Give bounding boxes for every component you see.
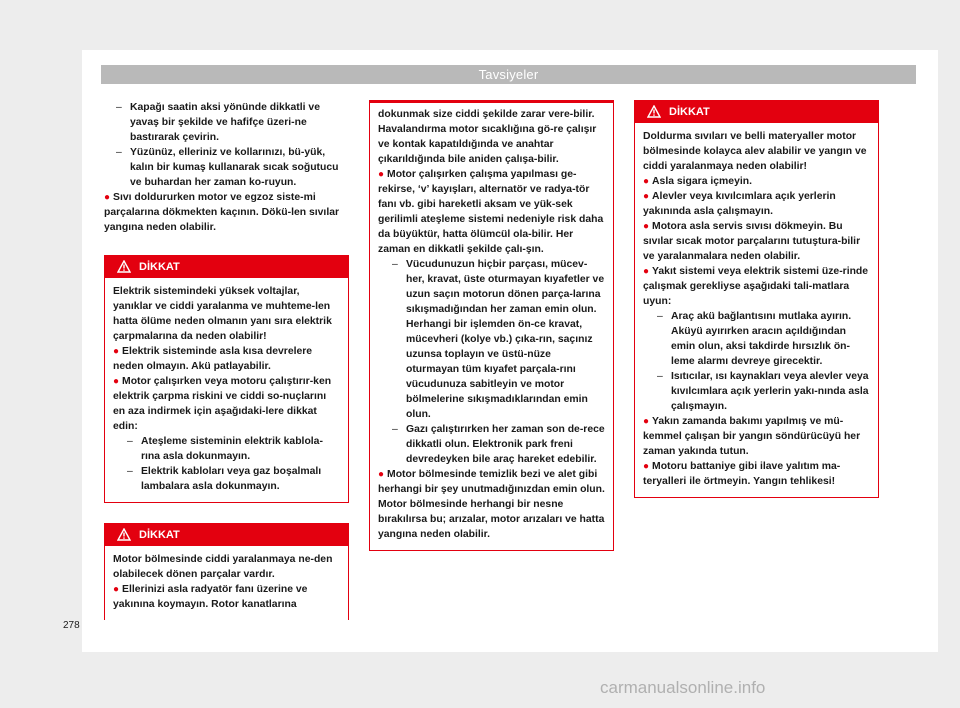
bullet-item bbox=[113, 582, 340, 612]
bullet-item bbox=[643, 264, 870, 309]
warning-text: Doldurma sıvıları ve belli materyaller motor bölmesinde kolayca alev alabilir ve yangın ve ciddi yaralanmaya neden olabilir! bbox=[643, 131, 867, 172]
bullet-icon: ● bbox=[113, 584, 120, 595]
dash-item: – Isıtıcılar, ısı kaynakları veya alevler veya kıvılcımlara açık yerlerin yakı-nında asla çalışmayın. bbox=[643, 369, 870, 414]
bullet-text: Yakıt sistemi veya elektrik sistemi üze-rinde çalışmak gerekliyse aşağıdaki tali-matlara uyun: bbox=[643, 266, 869, 307]
warning-box-continued bbox=[369, 100, 614, 551]
column-3 bbox=[634, 100, 879, 498]
bullet-text: Elektrik sisteminde asla kısa devrelere neden olmayın. Akü patlayabilir. bbox=[113, 346, 313, 372]
bullet-text: Motora asla servis sıvısı dökmeyin. Bu sıvılar sıcak motor parçalarını tutuştura-bilir ve yaralanmalara neden olabilir. bbox=[643, 221, 861, 262]
warning-triangle-icon bbox=[117, 260, 131, 273]
warning-header bbox=[635, 101, 878, 123]
bullet-icon: ● bbox=[643, 176, 650, 187]
bullet-icon: ● bbox=[113, 346, 120, 357]
bullet-item bbox=[378, 467, 605, 542]
bullet-text: Motor çalışırken çalışma yapılması ge-rekirse, ‘v’ kayışları, alternatör ve radya-tör fanı vb. gibi hareketli aksam ve yük-sek gerilimli ateşleme sistemi nedeniyle risk daha da büyüktür, hatta ölümcül ola-bilir. Her zaman en dikkatli şekilde çalı-şın. bbox=[378, 169, 604, 255]
warning-header bbox=[105, 524, 348, 546]
warning-triangle-icon bbox=[647, 105, 661, 118]
bullet-item bbox=[378, 167, 605, 257]
warning-body bbox=[105, 278, 348, 502]
bullet-item bbox=[643, 459, 870, 489]
warning-text: Elektrik sistemindeki yüksek voltajlar, yanıklar ve ciddi yaralanma ve muhteme-len hatta ölüme neden olmanın yanı sıra elektrik çarpmalarına da neden olabilir! bbox=[113, 286, 332, 342]
dash-item: – Vücudunuzun hiçbir parçası, mücev-her, kravat, üste oturmayan kıyafetler ve uzun saçın motorun dönen parça-larına sıkışmadığından her zaman emin olun. Herhangi bir işlemden ön-ce kravat, mücevheri (kolye vb.) çıka-rın, saçınız uzunsa toplayın ve üstü-nüze oturmayan tüm kıyafet parçala-rını vücudunuza sabitleyin ve motor bölmelerine sıkışmadıklarından emin olun. bbox=[378, 257, 605, 422]
bullet-item bbox=[643, 219, 870, 264]
bullet-text: Motor çalışırken veya motoru çalıştırır-ken elektrik çarpma riskini ve ciddi so-nuçlarını en aza indirmek için aşağıdaki-lere dikkat edin: bbox=[113, 376, 332, 432]
bullet-text: Ellerinizi asla radyatör fanı üzerine ve yakınına koymayın. Rotor kanatlarına bbox=[113, 584, 308, 610]
warning-title: DİKKAT bbox=[139, 261, 180, 273]
warning-header bbox=[105, 256, 348, 278]
bullet-icon: ● bbox=[643, 191, 650, 202]
manual-page bbox=[82, 50, 938, 652]
bullet-text: Motoru battaniye gibi ilave yalıtım ma-teryalleri ile örtmeyin. Yangın tehlikesi! bbox=[643, 461, 841, 487]
warning-box-electrical bbox=[104, 255, 349, 503]
warning-body bbox=[105, 546, 348, 620]
bullet-icon: ● bbox=[378, 169, 385, 180]
bullet-item bbox=[104, 190, 349, 235]
warning-box-fire bbox=[634, 100, 879, 498]
bullet-item bbox=[113, 344, 340, 374]
column-1 bbox=[104, 100, 349, 620]
bullet-item bbox=[643, 189, 870, 219]
bullet-text: Sıvı doldururken motor ve egzoz siste-mi parçalarına dökmekten kaçının. Dökü-len sıvılar yangına neden olabilir. bbox=[104, 192, 340, 233]
bullet-text: Alevler veya kıvılcımlara açık yerlerin yakınında asla çalışmayın. bbox=[643, 191, 836, 217]
continued-text: dokunmak size ciddi şekilde zarar vere-bilir. Havalandırma motor sıcaklığına gö-re çalışır ve kontak kapatıldığında ve anahtar çıkarıldığında bile aniden çalışa-bilir. bbox=[378, 109, 597, 165]
dash-item: – Elektrik kabloları veya gaz boşalmalı lambalara asla dokunmayın. bbox=[113, 464, 340, 494]
warning-box-rotating-parts bbox=[104, 523, 349, 620]
bullet-text: Motor bölmesinde temizlik bezi ve alet gibi herhangi bir şey unutmadığınızdan emin olun. Motor bölmesinde herhangi bir nesne bırakılırsa bu; arızalar, motor arızaları ve hatta yangına neden olabilir. bbox=[378, 469, 605, 540]
warning-body bbox=[635, 123, 878, 497]
bullet-icon: ● bbox=[643, 266, 650, 277]
bullet-icon: ● bbox=[643, 221, 650, 232]
bullet-item bbox=[643, 414, 870, 459]
column-2 bbox=[369, 100, 614, 551]
dash-item: – Ateşleme sisteminin elektrik kablola-rına asla dokunmayın. bbox=[113, 434, 340, 464]
dash-item: – Yüzünüz, elleriniz ve kollarınızı, bü-yük, kalın bir kumaş kullanarak sıcak soğutucu ve buhardan her zaman ko-ruyun. bbox=[104, 145, 349, 190]
bullet-icon: ● bbox=[113, 376, 120, 387]
bullet-text: Asla sigara içmeyin. bbox=[652, 176, 752, 187]
warning-title: DİKKAT bbox=[139, 529, 180, 541]
warning-triangle-icon bbox=[117, 528, 131, 541]
bullet-icon: ● bbox=[378, 469, 385, 480]
dash-item: – Kapağı saatin aksi yönünde dikkatli ve yavaş bir şekilde ve hafifçe üzeri-ne bastırarak çevirin. bbox=[104, 100, 349, 145]
watermark: carmanualsonline.info bbox=[600, 678, 766, 697]
dash-item: – Araç akü bağlantısını mutlaka ayırın. Aküyü ayırırken aracın açıldığından emin olun, aksi takdirde hırsızlık ön-leme alarmı devreye girecektir. bbox=[643, 309, 870, 369]
bullet-item bbox=[643, 174, 870, 189]
bullet-icon: ● bbox=[643, 416, 650, 427]
bullet-text: Yakın zamanda bakımı yapılmış ve mü-kemmel çalışan bir yangın söndürücüyü her zaman yakında tutun. bbox=[643, 416, 861, 457]
warning-text: Motor bölmesinde ciddi yaralanmaya ne-den olabilecek dönen parçalar vardır. bbox=[113, 554, 333, 580]
section-header: Tavsiyeler bbox=[101, 65, 916, 84]
page-number: 278 bbox=[63, 620, 80, 631]
warning-title: DİKKAT bbox=[669, 106, 710, 118]
bullet-icon: ● bbox=[104, 192, 111, 203]
dash-item: – Gazı çalıştırırken her zaman son de-rece dikkatli olun. Elektronik park freni devredeyken bile araç hareket edebilir. bbox=[378, 422, 605, 467]
bullet-item bbox=[113, 374, 340, 434]
bullet-icon: ● bbox=[643, 461, 650, 472]
